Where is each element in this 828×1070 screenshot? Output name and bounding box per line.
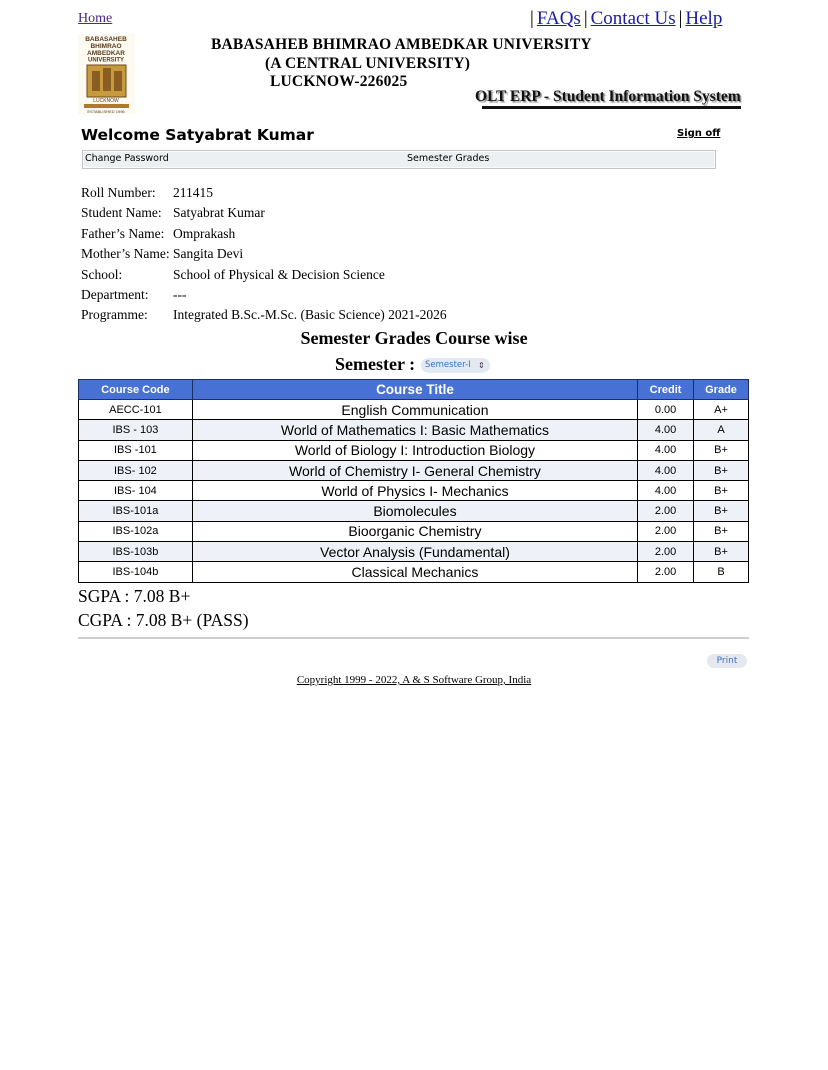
table-row (79, 501, 749, 521)
course-title: Vector Analysis (Fundamental) (192, 542, 637, 562)
logo-text-4: UNIVERSITY (87, 57, 125, 64)
info-label: Father’s Name: (81, 225, 165, 241)
course-code: IBS- 104 (79, 481, 193, 501)
faqs-link[interactable]: FAQs (536, 8, 581, 29)
course-credit: 2.00 (638, 521, 694, 541)
table-row (79, 542, 749, 562)
course-title: Classical Mechanics (192, 562, 637, 582)
semester-select-value: Semester-I (425, 360, 471, 370)
info-value: Satyabrat Kumar (173, 205, 265, 221)
info-value: Sangita Devi (173, 246, 244, 262)
university-logo (78, 34, 135, 114)
course-code: IBS-103b (79, 542, 193, 562)
university-type: (A CENTRAL UNIVERSITY) (265, 54, 471, 72)
home-link[interactable]: Home (78, 11, 113, 26)
separator: | (583, 8, 588, 29)
grades-table (78, 379, 749, 583)
print-button[interactable]: Print (707, 654, 747, 668)
system-title: OLT ERP - Student Information System (475, 88, 741, 105)
course-title: World of Chemistry I- General Chemistry (192, 460, 637, 480)
separator: | (678, 8, 683, 29)
course-grade: B+ (694, 460, 749, 480)
welcome-message: Welcome Satyabrat Kumar (81, 126, 314, 144)
chevron-updown-icon: ⇕ (478, 361, 485, 370)
system-title-underline (482, 106, 741, 109)
course-code: AECC-101 (79, 400, 193, 420)
table-row (79, 481, 749, 501)
info-value: School of Physical & Decision Science (173, 266, 385, 282)
course-credit: 4.00 (638, 460, 694, 480)
info-value: Omprakash (173, 225, 236, 241)
info-label: Student Name: (81, 205, 162, 221)
logo-text-3: AMBEDKAR (87, 50, 125, 57)
course-credit: 4.00 (638, 420, 694, 440)
column-header-course-title: Course Title (192, 380, 637, 400)
course-code: IBS- 102 (79, 460, 193, 480)
university-title (211, 36, 592, 92)
info-value: --- (173, 286, 187, 302)
course-credit: 0.00 (638, 400, 694, 420)
course-title: Bioorganic Chemistry (192, 521, 637, 541)
semester-select[interactable] (421, 358, 490, 373)
logo-text-5: LUCKNOW (93, 98, 119, 104)
course-credit: 4.00 (638, 481, 694, 501)
contact-us-link[interactable]: Contact Us (590, 8, 676, 29)
course-grade: A (694, 420, 749, 440)
sgpa-value: SGPA : 7.08 B+ (78, 586, 191, 606)
course-title: English Communication (192, 400, 637, 420)
semester-label: Semester : (335, 354, 416, 374)
divider (78, 637, 749, 639)
course-grade: B (694, 562, 749, 582)
info-value: Integrated B.Sc.-M.Sc. (Basic Science) 2021-2026 (173, 307, 447, 323)
university-location: LUCKNOW-226025 (270, 73, 408, 90)
table-row (79, 562, 749, 582)
info-value: 211415 (173, 185, 213, 200)
course-grade: B+ (694, 440, 749, 460)
column-header-credit: Credit (638, 380, 694, 400)
info-label: School: (81, 266, 123, 282)
info-label: Department: (81, 286, 149, 302)
column-header-course-code: Course Code (79, 380, 193, 400)
course-code: IBS - 103 (79, 420, 193, 440)
cgpa-value: CGPA : 7.08 B+ (PASS) (78, 610, 249, 630)
course-credit: 4.00 (638, 440, 694, 460)
table-header-row (79, 380, 749, 400)
course-grade: B+ (694, 501, 749, 521)
menu-semester-grades[interactable]: Semester Grades (407, 153, 490, 164)
course-code: IBS -101 (79, 440, 193, 460)
separator: | (530, 8, 534, 29)
table-row (79, 460, 749, 480)
course-title: World of Biology I: Introduction Biology (192, 440, 637, 460)
table-row (79, 521, 749, 541)
info-label: Programme: (81, 307, 148, 323)
copyright-text: Copyright 1999 - 2022, A & S Software Group, India (296, 674, 532, 686)
course-title: Biomolecules (192, 501, 637, 521)
course-code: IBS-102a (79, 521, 193, 541)
course-grade: B+ (694, 521, 749, 541)
logo-text-1: BABASAHEB (85, 36, 127, 43)
table-row (79, 440, 749, 460)
course-grade: B+ (694, 481, 749, 501)
sign-off-link[interactable]: Sign off (677, 128, 721, 139)
menu-change-password[interactable]: Change Password (85, 153, 169, 164)
table-row (79, 420, 749, 440)
course-code: IBS-101a (79, 501, 193, 521)
course-grade: B+ (694, 542, 749, 562)
course-credit: 2.00 (638, 501, 694, 521)
info-label: Mother’s Name: (81, 246, 170, 262)
course-title: World of Mathematics I: Basic Mathematics (192, 420, 637, 440)
course-title: World of Physics I- Mechanics (192, 481, 637, 501)
copyright (0, 674, 828, 686)
course-grade: A+ (694, 400, 749, 420)
menu-bar (82, 150, 716, 169)
grades-heading: Semester Grades Course wise (300, 328, 528, 348)
course-credit: 2.00 (638, 542, 694, 562)
column-header-grade: Grade (694, 380, 749, 400)
course-code: IBS-104b (79, 562, 193, 582)
logo-text-2: BHIMRAO (90, 43, 122, 50)
logo-text-6: ESTABLISHED 1996 (87, 109, 125, 114)
info-label: Roll Number: (81, 185, 156, 200)
top-links (527, 8, 722, 30)
course-credit: 2.00 (638, 562, 694, 582)
table-row (79, 400, 749, 420)
help-link[interactable]: Help (685, 8, 723, 29)
university-name: BABASAHEB BHIMRAO AMBEDKAR UNIVERSITY (211, 36, 592, 53)
